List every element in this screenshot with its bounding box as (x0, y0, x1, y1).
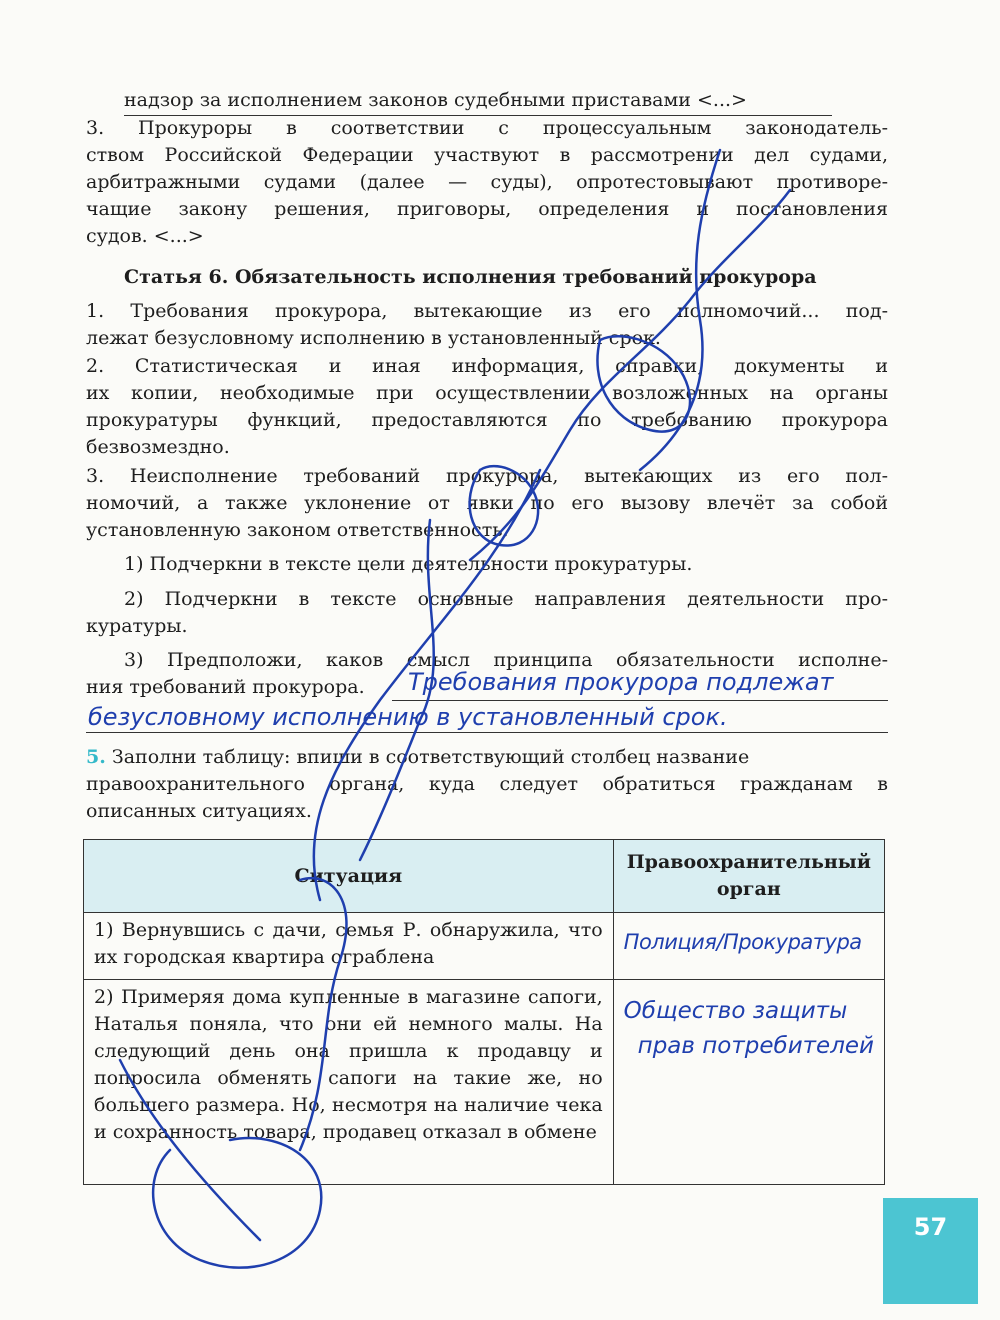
header-situation: Ситуация (84, 840, 614, 913)
table-row (84, 980, 885, 1185)
article6-line: безвозмездно. (86, 436, 230, 458)
exercise5-number: 5. (86, 746, 106, 768)
article6-line: их копии, необходимые при осуществлении возложенных на органы (86, 382, 888, 404)
answer-line-2 (86, 732, 888, 733)
article6-line: установленную законом ответственность. (86, 519, 509, 541)
organ-answer-cell[interactable] (613, 980, 884, 1185)
exercise5-line2: правоохранительного органа, куда следует обратиться гражданам в (86, 773, 888, 795)
handwritten-organ: Полиция/Прокуратура (623, 930, 862, 954)
article6-line: 2. Статистическая и иная информация, справки, документы и (86, 355, 888, 377)
article6-line: прокуратуры функций, предоставляются по требованию прокурора (86, 409, 888, 431)
header-organ-line1: Правоохранительный (626, 851, 871, 873)
task-1: 1) Подчеркни в тексте цели деятельности прокуратуры. (124, 553, 693, 575)
header-organ (613, 840, 884, 913)
situations-table (83, 839, 885, 1185)
task-3-cont: ния требований прокурора. (86, 676, 365, 698)
exercise5-line3: описанных ситуациях. (86, 800, 312, 822)
article5-point3-line: ством Российской Федерации участвуют в рассмотрении дел судами, (86, 144, 888, 166)
article5-point3-line: чащие закону решения, приговоры, определения и постановления (86, 198, 888, 220)
handwritten-organ: прав потребителей (637, 1033, 874, 1059)
header-organ-line2: орган (716, 878, 781, 900)
article6-line: лежат безусловному исполнению в установленный срок. (86, 327, 661, 349)
article6-line: 3. Неисполнение требований прокурора, вытекающих из его пол- (86, 465, 888, 487)
task-2: 2) Подчеркни в тексте основные направления деятельности про- (124, 588, 888, 610)
handwritten-answer-line2: безусловному исполнению в установленный срок. (88, 703, 728, 731)
table-row (84, 913, 885, 980)
page-number-badge (883, 1198, 978, 1304)
handwritten-answer-line1: Требования прокурора подлежат (408, 668, 834, 696)
article6-line: 1. Требования прокурора, вытекающие из его полномочий... под- (86, 300, 888, 322)
article6-line: номочий, а также уклонение от явки по его вызову влечёт за собой (86, 492, 888, 514)
article5-tail: надзор за исполнением законов судебными приставами <...> (124, 89, 747, 111)
article5-point3-line: 3. Прокуроры в соответствии с процессуальным законодатель- (86, 117, 888, 139)
exercise5-text: Заполни таблицу: впиши в соответствующий столбец название (111, 746, 750, 768)
article5-point3-line: судов. <...> (86, 225, 204, 247)
page-number: 57 (913, 1213, 948, 1241)
exercise5-line1 (86, 744, 888, 771)
answer-line-1 (392, 700, 888, 701)
task-2-cont: куратуры. (86, 615, 188, 637)
organ-answer-cell[interactable] (613, 913, 884, 980)
article5-point3-line: арбитражными судами (далее — суды), опротестовывают противоре- (86, 171, 888, 193)
situation-cell: 1) Вернувшись с дачи, семья Р. обнаружила, что их городская квартира ограблена (84, 913, 614, 980)
situation-cell: 2) Примеряя дома купленные в магазине сапоги, Наталья поняла, что они ей немного малы. На следующий день она пришла к продавцу и попросила обменять сапоги на такие же, но большего размера. Но, несмотря на наличие чека и сохранность товара, продавец отказал в обмене (84, 980, 614, 1185)
article6-title: Статья 6. Обязательность исполнения требований прокурора (124, 266, 817, 288)
task-3: 3) Предположи, каков смысл принципа обязательности исполне- (124, 649, 888, 671)
handwritten-organ: Общество защиты (623, 998, 848, 1024)
table-header-row (84, 840, 885, 913)
